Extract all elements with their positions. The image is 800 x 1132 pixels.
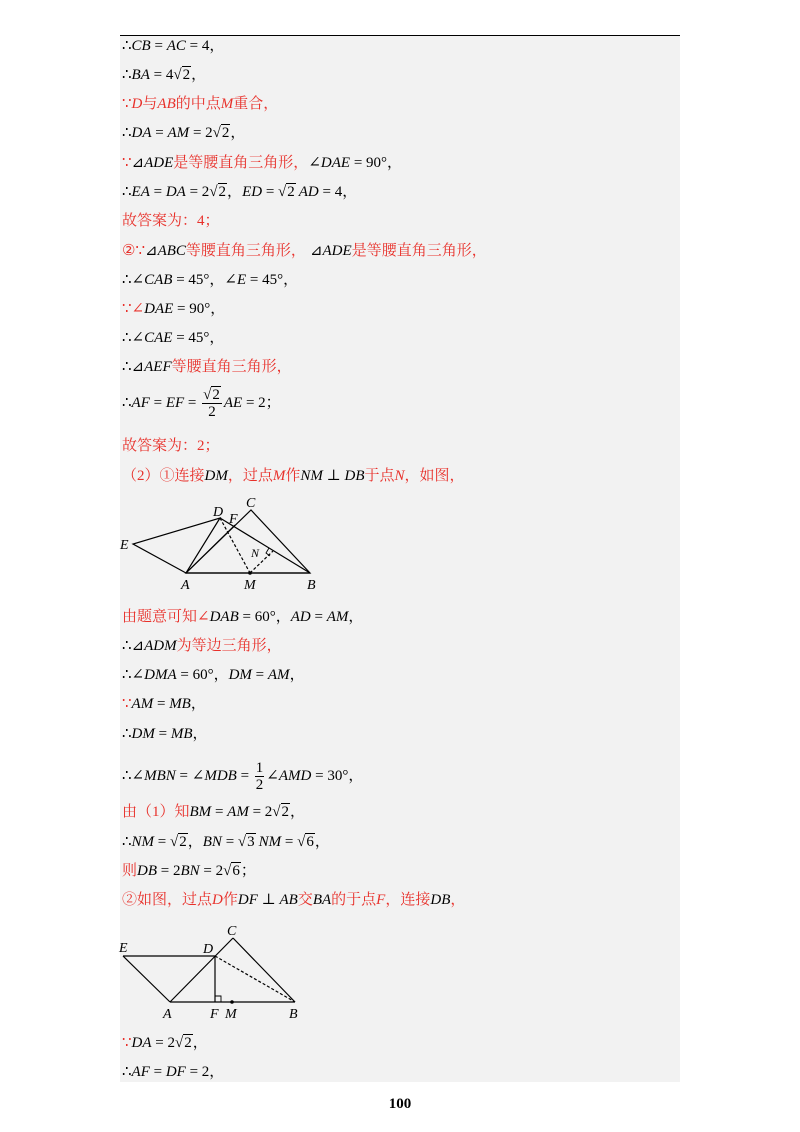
fig2-label-M: M xyxy=(225,1007,237,1020)
text-line-8: ∴∠CAB = 45°，∠E = 45°， xyxy=(122,272,299,288)
fig1-label-B: B xyxy=(307,578,316,593)
fig1-point-M xyxy=(248,571,252,575)
fraction-one-half: $\frac{1}{2}$ xyxy=(255,760,264,793)
text-line-19: ∴DM = MB， xyxy=(122,726,208,742)
text-line-12: ∴AF = EF = $\frac{√2}{2}$ AE = 2； xyxy=(122,387,281,420)
fig1-label-E: E xyxy=(120,538,129,553)
fig2-label-A: A xyxy=(163,1007,172,1020)
text-line-3: ∴DA = AM = 2√2， xyxy=(122,125,246,141)
text-line-16: ∴⊿ADM为等边三角形， xyxy=(122,638,282,654)
fig1-label-C: C xyxy=(246,496,256,511)
text-line-9: ∵∠DAE = 90°， xyxy=(122,301,226,317)
fraction-sqrt2-over-2: $\frac{√2}{2}$ xyxy=(203,387,220,420)
text-line-25: ∵DA = 2√2， xyxy=(122,1035,208,1051)
text-line-13: 故答案为：2； xyxy=(122,438,220,454)
fig2-segment-DB xyxy=(215,956,295,1002)
text-line-24: ②如图，过点D作DF ⊥ AB交BA的于点F，连接DB， xyxy=(122,892,466,908)
text-line-4: ∵⊿ADE是等腰直角三角形，∠DAE = 90°， xyxy=(122,155,403,171)
text-line-0: ∴CB = AC = 4， xyxy=(122,38,225,54)
fig1-label-F: F xyxy=(229,512,238,527)
text-line-26: ∴AF = DF = 2， xyxy=(122,1064,225,1080)
fig2-label-C: C xyxy=(227,924,237,939)
geometry-figure-1 xyxy=(118,495,328,595)
text-line-23: 则DB = 2BN = 2√6； xyxy=(122,863,256,879)
text-line-5: ∴EA = DA = 2√2，ED = √2 AD = 4， xyxy=(122,184,358,200)
fig2-label-F: F xyxy=(210,1007,219,1020)
fig2-label-B: B xyxy=(289,1007,298,1020)
text-line-11: ∴⊿AEF等腰直角三角形， xyxy=(122,359,292,375)
fig1-label-A: A xyxy=(181,578,190,593)
text-line-17: ∴∠DMA = 60°，DM = AM， xyxy=(122,667,305,683)
fig2-segment-EA xyxy=(123,956,170,1002)
text-line-18: ∵AM = MB， xyxy=(122,696,206,712)
text-line-20: ∴∠MBN = ∠MDB = $\frac{1}{2}$ ∠AMD = 30°， xyxy=(122,760,364,793)
text-line-21: 由（1）知BM = AM = 2√2， xyxy=(122,804,306,820)
page-number: 100 xyxy=(388,1096,412,1112)
fig2-point-M xyxy=(230,1000,234,1004)
fig1-label-M: M xyxy=(244,578,256,593)
fig2-label-D: D xyxy=(203,942,214,957)
text-line-1: ∴BA = 4√2， xyxy=(122,67,207,83)
text-line-15: 由题意可知∠DAB = 60°，AD = AM， xyxy=(122,609,364,625)
fig1-triangle-ABC xyxy=(186,510,310,573)
text-line-2: ∵D与AB的中点M重合， xyxy=(122,96,279,112)
text-line-7: ②∵⊿ABC等腰直角三角形， ⊿ADE是等腰直角三角形， xyxy=(122,243,487,259)
fig2-right-angle-F xyxy=(215,996,221,1002)
text-line-6: 故答案为：4； xyxy=(122,213,220,229)
text-line-10: ∴∠CAE = 45°， xyxy=(122,330,225,346)
text-line-14: （2）①连接DM，过点M作NM ⊥ DB于点N，如图， xyxy=(122,468,465,484)
fig2-label-E: E xyxy=(119,941,128,956)
fig1-label-N: N xyxy=(251,546,260,560)
text-line-22: ∴NM = √2，BN = √3 NM = √6， xyxy=(122,834,330,850)
fig2-segment-AC xyxy=(170,938,233,1002)
fig1-label-D: D xyxy=(213,505,224,520)
fig1-triangle-AED xyxy=(133,518,220,573)
geometry-figure-2 xyxy=(115,920,315,1020)
fig2-segment-CB xyxy=(233,938,295,1002)
